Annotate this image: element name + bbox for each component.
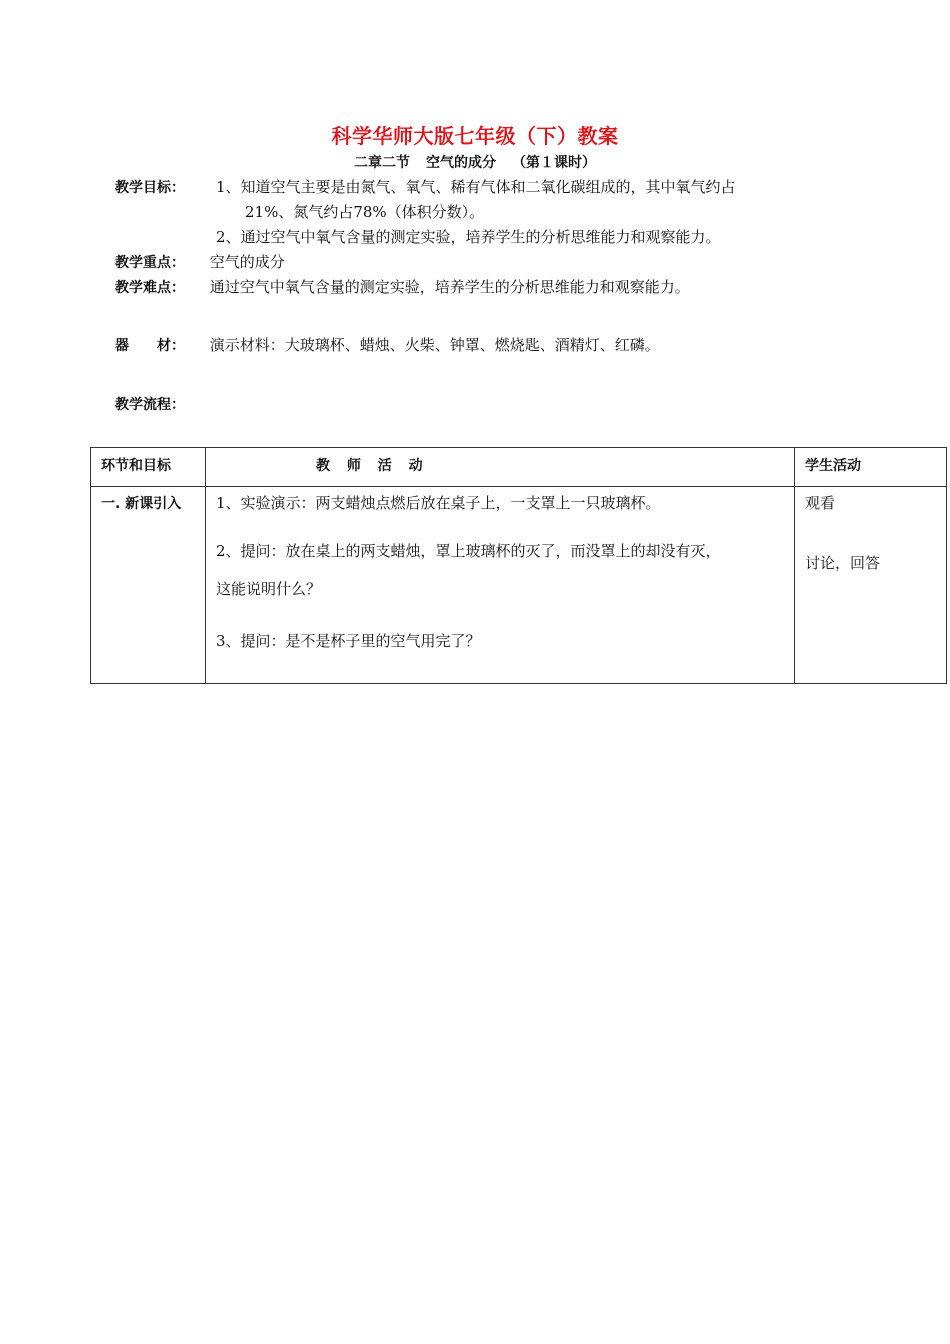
stage-text: 一. 新课引入: [101, 496, 182, 512]
period-label: （第１课时）: [512, 155, 596, 171]
header-teacher: 教 师 活 动: [206, 448, 795, 487]
difficulty-label: 教学难点：: [115, 280, 185, 296]
objective-1-line-1: 1、知道空气主要是由氮气、氧气、稀有气体和二氧化碳组成的，其中氧气约占: [216, 178, 736, 196]
topic-label: 空气的成分: [426, 155, 496, 171]
teacher-step-1: 1、实验演示：两支蜡烛点燃后放在桌子上，一支罩上一只玻璃杯。: [216, 494, 661, 512]
header-stage: 环节和目标: [91, 448, 206, 487]
teacher-step-2-cont: 这能说明什么？: [216, 580, 322, 598]
objectives-row: [115, 177, 185, 198]
teacher-cell: [206, 487, 795, 684]
key-point-row: [115, 252, 285, 273]
lesson-subtitle: [0, 152, 950, 172]
teacher-step-3: 3、提问：是不是杯子里的空气用完了？: [216, 632, 481, 650]
difficulty-row: [115, 277, 690, 298]
key-point-text: 空气的成分: [209, 253, 285, 271]
objectives-label: 教学目标：: [115, 180, 185, 196]
page-title: 科学华师大版七年级（下）教案: [331, 124, 619, 148]
difficulty-text: 通过空气中氧气含量的测定实验，培养学生的分析思维能力和观察能力。: [209, 278, 690, 296]
teacher-step-2: 2、提问：放在桌上的两支蜡烛，罩上玻璃杯的灭了，而没罩上的却没有灭，: [216, 542, 721, 560]
student-activity-1: 观看: [805, 494, 836, 512]
teaching-flow-table: [90, 447, 947, 684]
materials-label: 器 材：: [115, 338, 185, 354]
table-header-row: [91, 448, 947, 487]
key-point-label: 教学重点：: [115, 255, 185, 271]
objective-1-line-2: 21%、氮气约占78%（体积分数）。: [245, 203, 485, 221]
materials-row: [115, 335, 660, 356]
student-cell: [795, 487, 947, 684]
student-activity-2: 讨论，回答: [805, 554, 881, 572]
table-row: [91, 487, 947, 684]
stage-cell: [91, 487, 206, 684]
flow-label: 教学流程：: [115, 397, 185, 413]
header-student: 学生活动: [795, 448, 947, 487]
objective-2: 2、通过空气中氧气含量的测定实验，培养学生的分析思维能力和观察能力。: [216, 228, 721, 246]
materials-text: 演示材料：大玻璃杯、蜡烛、火柴、钟罩、燃烧匙、酒精灯、红磷。: [209, 336, 660, 354]
section-label: 二章二节: [354, 155, 410, 171]
